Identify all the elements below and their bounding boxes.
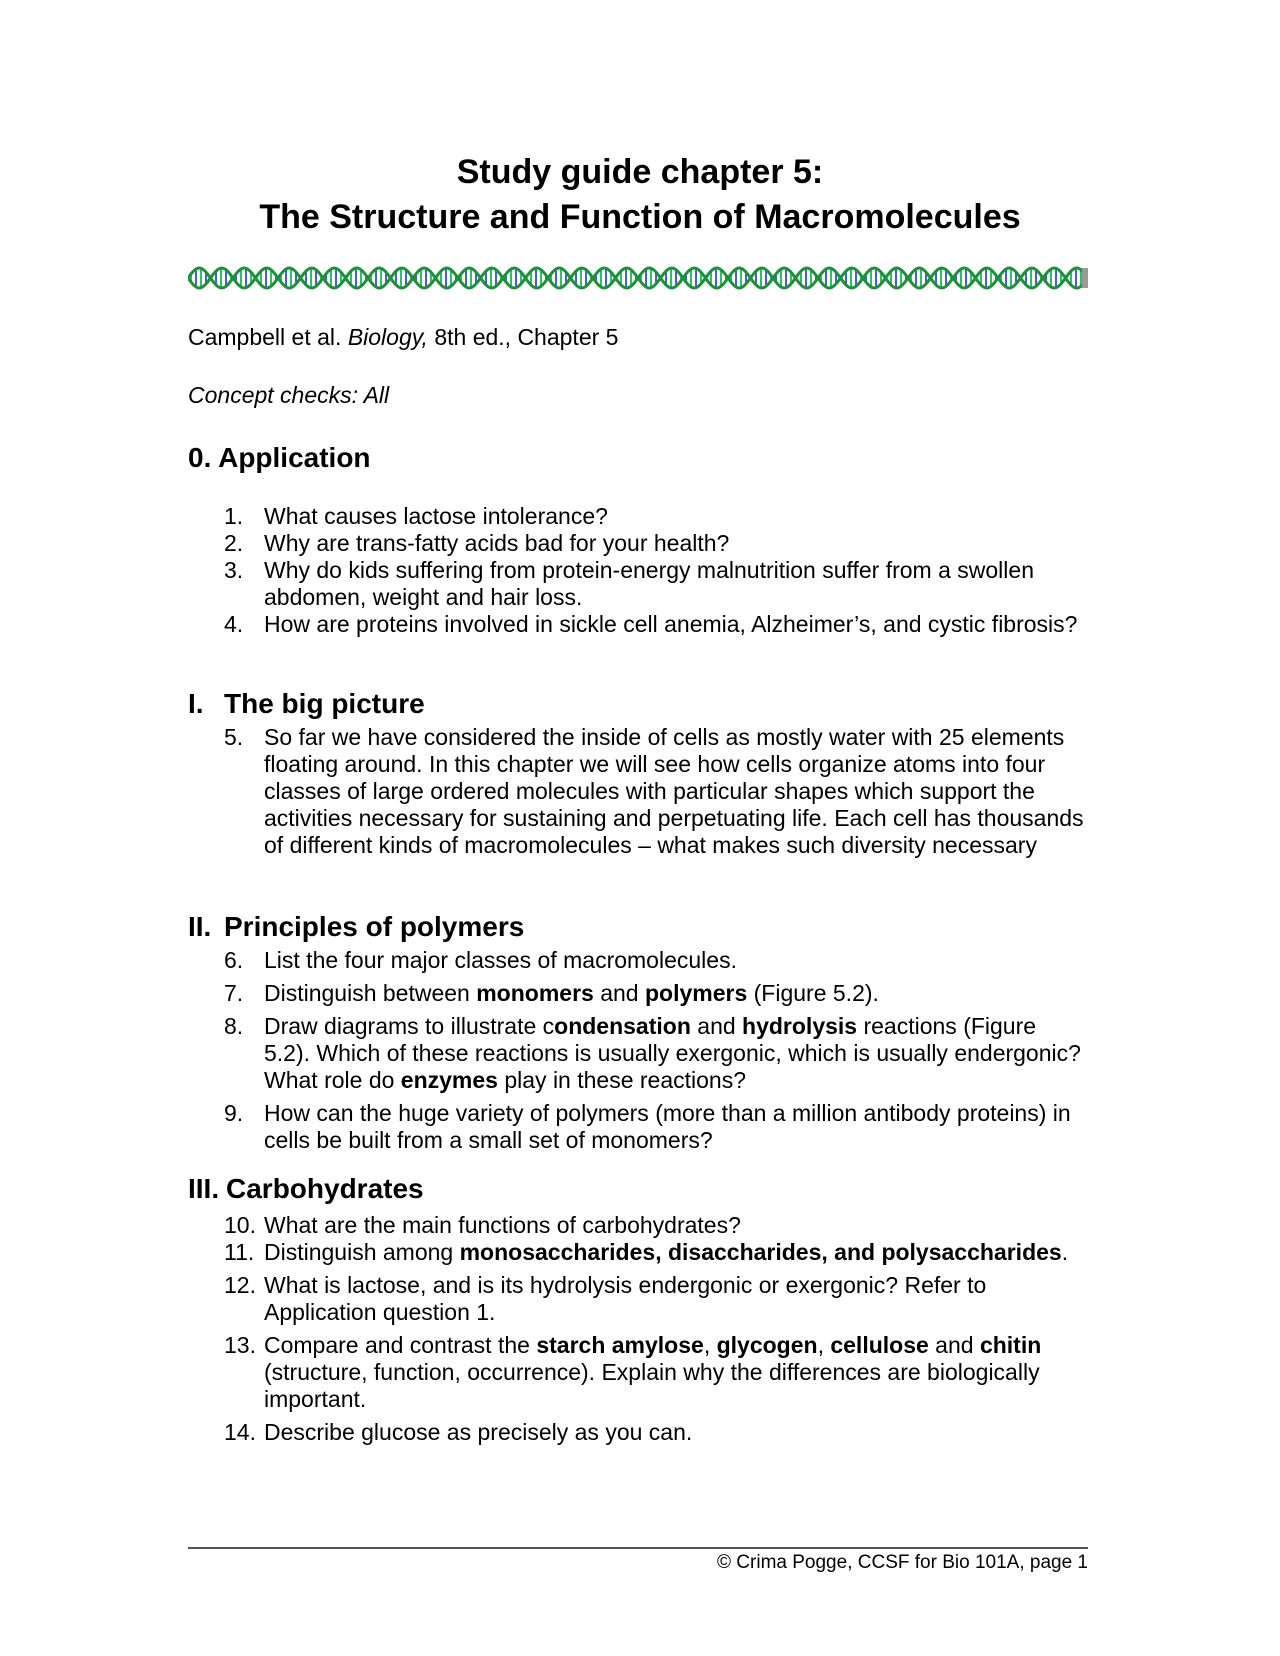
question-number: 3. [224, 557, 244, 583]
question-list-polymers [188, 947, 1088, 1154]
section-title: Principles of polymers [224, 911, 525, 942]
question-text: play in these reactions? [497, 1067, 747, 1093]
page-title [0, 150, 1280, 240]
question-text: Distinguish among [264, 1239, 460, 1265]
question-item [188, 724, 1088, 859]
question-text: Describe glucose as precisely as you can. [264, 1419, 693, 1445]
question-item [188, 1332, 1088, 1413]
concept-checks: Concept checks: All [188, 382, 390, 408]
question-text: So far we have considered the inside of cells as mostly water with 25 elements floating around. In this chapter we will see how cells organize atoms into four classes of large ordered molecules with particular shapes which support the activities necessary for sustaining and perpetuating life. Each cell has thousands of different kinds of macromolecules – what makes such diversity necessary [264, 724, 1084, 858]
question-text: How are proteins involved in sickle cell anemia, Alzheimer’s, and cystic fibrosis? [264, 611, 1078, 637]
question-text: Why are trans-fatty acids bad for your health? [264, 530, 730, 556]
question-item [188, 557, 1088, 611]
section-heading-polymers [188, 911, 524, 943]
key-term: ondensation [554, 1013, 691, 1039]
question-text: and [593, 980, 645, 1006]
question-text: What are the main functions of carbohydrates? [264, 1212, 741, 1238]
question-text: and [690, 1013, 743, 1039]
question-item [188, 1272, 1088, 1326]
question-number: 4. [224, 611, 244, 637]
question-item [188, 530, 1088, 557]
question-text: What causes lactose intolerance? [264, 503, 608, 529]
key-term: starch amylose [536, 1332, 704, 1358]
section-heading-carbohydrates [188, 1173, 424, 1205]
section-number: I. [188, 688, 204, 719]
title-line-2: The Structure and Function of Macromolecules [259, 198, 1021, 236]
question-number: 5. [224, 724, 244, 750]
section-title: Carbohydrates [226, 1173, 424, 1204]
section-number: III. [188, 1173, 220, 1204]
section-heading-application: 0. Application [188, 442, 371, 473]
question-text: What is lactose, and is its hydrolysis endergonic or exergonic? Refer to Application question 1. [264, 1272, 987, 1325]
key-term: cellulose [830, 1332, 929, 1358]
title-line-1: Study guide chapter 5: [456, 153, 824, 191]
question-list-big-picture [188, 724, 1088, 859]
key-term: enzymes [400, 1067, 498, 1093]
question-number: 7. [224, 980, 244, 1006]
question-item [188, 980, 1088, 1007]
citation-book-title: Biology, [347, 324, 428, 350]
dna-helix-banner [188, 265, 1088, 291]
question-item [188, 947, 1088, 974]
question-text: (structure, function, occurrence). Explain why the differences are biologically important. [264, 1359, 1040, 1412]
question-text: Draw diagrams to illustrate c [264, 1013, 555, 1039]
question-text: How can the huge variety of polymers (more than a million antibody proteins) in cells be built from a small set of monomers? [264, 1100, 1071, 1153]
key-term: chitin [979, 1332, 1042, 1358]
question-list-application [188, 503, 1088, 638]
key-term: polymers [644, 980, 748, 1006]
question-text: (Figure 5.2). [747, 980, 879, 1006]
question-number: 9. [224, 1100, 244, 1126]
question-number: 2. [224, 530, 244, 556]
question-text: reactions (Figure 5.2). Which of these reactions is usually exergonic, which is usually endergonic? What role do [264, 1013, 1081, 1093]
section-title: The big picture [224, 688, 425, 719]
page-footer: © Crima Pogge, CCSF for Bio 101A, page 1 [717, 1552, 1088, 1573]
section-number: II. [188, 911, 212, 942]
key-term: hydrolysis [742, 1013, 858, 1039]
question-number: 1. [224, 503, 244, 529]
question-number: 8. [224, 1013, 244, 1039]
question-item [188, 611, 1088, 638]
question-text: Compare and contrast the [264, 1332, 537, 1358]
question-number: 6. [224, 947, 244, 973]
dna-end-cap [1082, 268, 1088, 288]
question-item [188, 1212, 1088, 1239]
question-text: and [928, 1332, 980, 1358]
question-number: 13. [224, 1332, 256, 1358]
footer-divider [188, 1547, 1088, 1549]
question-text: . [1061, 1239, 1069, 1265]
dna-strand [188, 268, 1088, 288]
question-number: 10. [224, 1212, 256, 1238]
question-text: Distinguish between [264, 980, 477, 1006]
question-number: 11. [224, 1239, 255, 1265]
question-number: 12. [224, 1272, 256, 1298]
question-item [188, 1419, 1088, 1446]
key-term: monosaccharides, disaccharides, and polysaccharides [459, 1239, 1062, 1265]
citation-before: Campbell et al. [188, 324, 348, 350]
question-text: , [817, 1332, 831, 1358]
key-term: glycogen [716, 1332, 818, 1358]
question-list-carbohydrates [188, 1212, 1088, 1446]
question-item [188, 503, 1088, 530]
question-text: Why do kids suffering from protein-energy malnutrition suffer from a swollen abdomen, weight and hair loss. [264, 557, 1034, 610]
citation-after: 8th ed., Chapter 5 [427, 324, 619, 350]
question-number: 14. [224, 1419, 256, 1445]
question-item [188, 1100, 1088, 1154]
section-heading-big-picture [188, 688, 425, 720]
question-item [188, 1239, 1088, 1266]
question-text: List the four major classes of macromolecules. [264, 947, 737, 973]
citation [188, 324, 618, 351]
key-term: monomers [476, 980, 594, 1006]
question-text: , [703, 1332, 717, 1358]
question-item [188, 1013, 1088, 1094]
